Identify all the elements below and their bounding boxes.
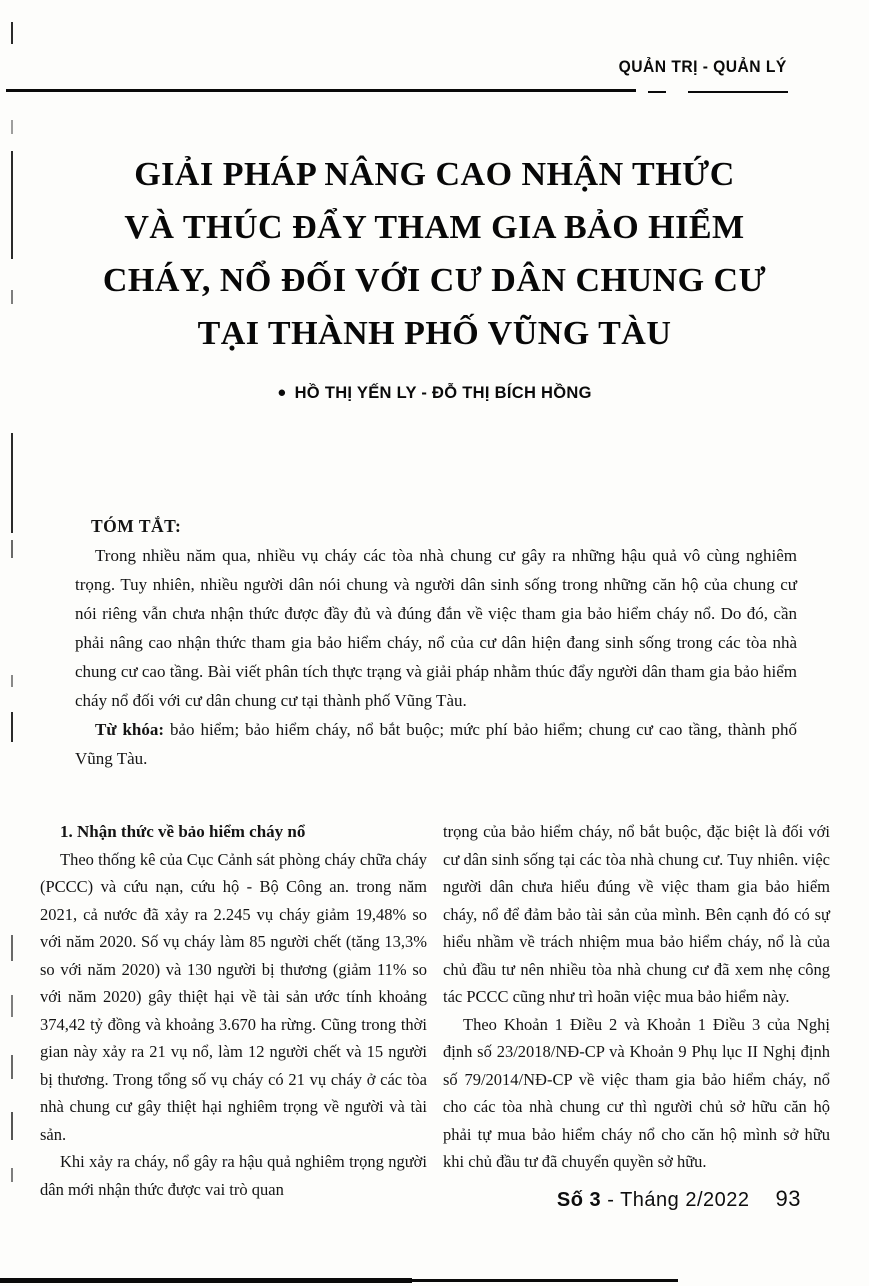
bullet-icon: ●	[277, 384, 287, 401]
footer-page-number: 93	[775, 1186, 801, 1211]
scan-artifact	[11, 22, 13, 44]
keywords-text: bảo hiểm; bảo hiểm cháy, nổ bắt buộc; mức phí bảo hiểm; chung cư cao tầng, thành phố Vũng Tàu.	[75, 720, 797, 768]
scan-artifact	[11, 540, 13, 558]
left-column	[40, 818, 427, 1203]
bottom-scan-bar-thin	[412, 1279, 678, 1282]
author-names: HỒ THỊ YẾN LY - ĐỖ THỊ BÍCH HỒNG	[294, 384, 592, 402]
article-title	[60, 148, 809, 360]
right-column	[443, 818, 830, 1203]
scan-artifact	[11, 995, 13, 1017]
title-line-2: VÀ THÚC ĐẨY THAM GIA BẢO HIỂM	[124, 209, 745, 246]
article-body	[40, 818, 830, 1203]
title-line-3: CHÁY, NỔ ĐỐI VỚI CƯ DÂN CHUNG CƯ	[102, 262, 767, 299]
body-paragraph: Theo Khoản 1 Điều 2 và Khoản 1 Điều 3 của Nghị định số 23/2018/NĐ-CP và Khoản 9 Phụ lục II Nghị định số 79/2014/NĐ-CP về việc tham gia bảo hiểm cháy, nổ cho các tòa nhà chung cư thì người chủ sở hữu căn hộ phải tự mua bảo hiểm cháy nổ cho căn hộ mình sở hữu khi chủ đầu tư đã chuyển quyền sở hữu.	[443, 1014, 830, 1171]
scan-artifact	[11, 935, 13, 961]
scan-artifact	[11, 675, 13, 687]
scan-artifact	[11, 290, 13, 304]
header-rule-dash	[648, 91, 666, 93]
footer-issue: Số 3	[556, 1189, 602, 1211]
abstract-section	[75, 512, 797, 773]
scan-artifact	[11, 151, 13, 259]
abstract-heading: TÓM TẮT:	[91, 516, 182, 536]
scan-artifact	[11, 1168, 13, 1182]
scan-artifact	[11, 1112, 13, 1140]
scan-artifact	[11, 120, 13, 134]
header-rule	[6, 89, 636, 92]
keywords-paragraph	[75, 715, 797, 773]
scan-artifact	[11, 712, 13, 742]
scan-artifact	[11, 1055, 13, 1079]
scan-artifact	[11, 433, 13, 533]
authors-line	[0, 384, 869, 403]
title-line-1: GIẢI PHÁP NÂNG CAO NHẬN THỨC	[134, 156, 735, 193]
abstract-text: Trong nhiều năm qua, nhiều vụ cháy các tòa nhà chung cư gây ra những hậu quả vô cùng nghiêm trọng. Tuy nhiên, nhiều người dân nói chung và người dân sinh sống trong những căn hộ của chung cư nói riêng vẫn chưa nhận thức được đầy đủ và đúng đắn về việc tham gia bảo hiểm cháy nổ. Do đó, cần phải nâng cao nhận thức tham gia bảo hiểm cháy, nổ của cư dân hiện đang sinh sống trong các tòa nhà chung cư cao tầng. Bài viết phân tích thực trạng và giải pháp nhằm thúc đẩy người dân tham gia bảo hiểm cháy nổ đối với cư dân chung cư tại thành phố Vũng Tàu.	[75, 546, 797, 710]
page-footer	[557, 1186, 801, 1212]
bottom-scan-bar	[0, 1278, 412, 1283]
body-paragraph: trọng của bảo hiểm cháy, nổ bắt buộc, đặc biệt là đối với cư dân sinh sống tại các tòa nhà chung cư. Tuy nhiên. việc người dân chưa hiểu đúng về việc tham gia bảo hiểm cháy, nổ để đảm bảo tài sản của mình. Bên cạnh đó có sự hiểu nhầm về trách nhiệm mua bảo hiểm cháy, nổ là của chủ đầu tư nên nhiều tòa nhà chung cư đã xem nhẹ công tác PCCC cũng như trì hoãn việc mua bảo hiểm này.	[443, 822, 830, 1006]
body-paragraph: Theo thống kê của Cục Cảnh sát phòng cháy chữa cháy (PCCC) và cứu nạn, cứu hộ - Bộ Công an. trong năm 2021, cả nước đã xảy ra 2.245 vụ cháy giảm 19,48% so với năm 2020. Số vụ cháy làm 85 người chết (tăng 13,3% so với năm 2020) và 130 người bị thương (giảm 11% so với năm 2020) gây thiệt hại về tài sản ước tính khoảng 374,42 tỷ đồng và khoảng 3.670 ha rừng. Cũng trong thời gian này xảy ra 21 vụ nổ, làm 12 người chết và 15 người bị thương. Trong tổng số vụ cháy có 21 vụ cháy ở các tòa nhà chung cư gây thiệt hại nghiêm trọng về người và tài sản.	[40, 849, 427, 1144]
title-line-4: TẠI THÀNH PHỐ VŨNG TÀU	[197, 315, 672, 352]
keywords-label: Từ khóa:	[95, 720, 165, 739]
footer-date: - Tháng 2/2022	[601, 1189, 750, 1211]
body-paragraph: Khi xảy ra cháy, nổ gây ra hậu quả nghiêm trọng người dân mới nhận thức được vai trò quan	[40, 1152, 427, 1199]
header-rule-under-label	[688, 91, 788, 93]
section-heading: 1. Nhận thức về bảo hiểm cháy nổ	[60, 822, 306, 841]
journal-section-header: QUẢN TRỊ - QUẢN LÝ	[618, 57, 787, 76]
